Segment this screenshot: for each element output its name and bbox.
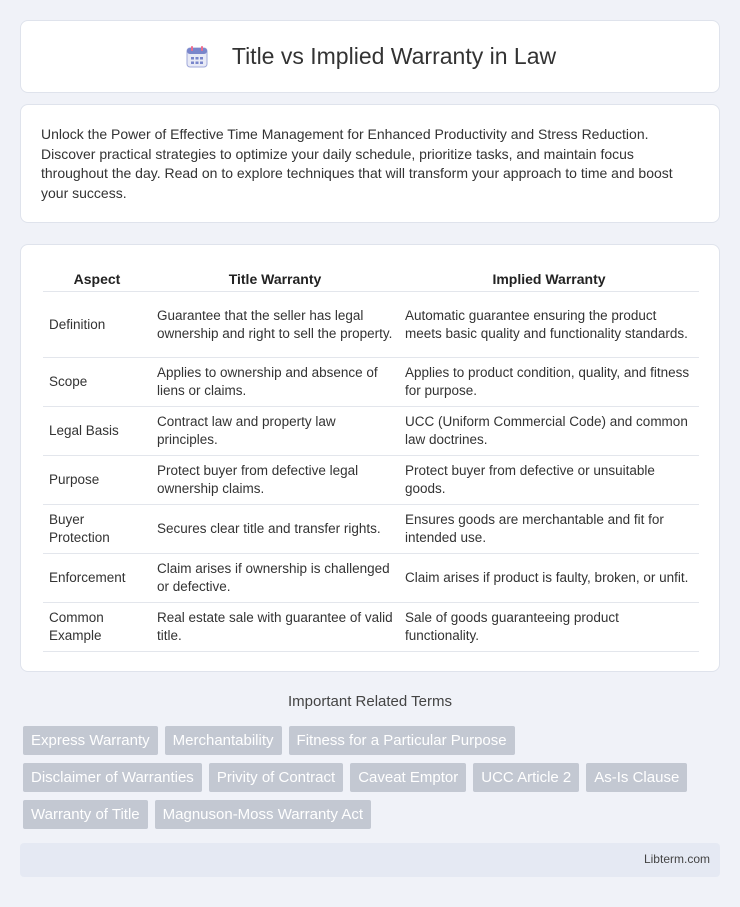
table-row: [43, 358, 699, 407]
table-cell: Ensures goods are merchantable and fit for intended use.: [399, 505, 699, 554]
table-cell: Buyer Protection: [43, 505, 151, 554]
table-cell: Enforcement: [43, 554, 151, 603]
table-cell: Real estate sale with guarantee of valid title.: [151, 603, 399, 652]
related-term-tag[interactable]: UCC Article 2: [473, 763, 579, 792]
table-row: [43, 407, 699, 456]
table-row: [43, 456, 699, 505]
table-cell: Common Example: [43, 603, 151, 652]
related-term-tag[interactable]: Magnuson-Moss Warranty Act: [155, 800, 371, 829]
related-term-tag[interactable]: As-Is Clause: [586, 763, 687, 792]
table-row: [43, 554, 699, 603]
table-cell: Legal Basis: [43, 407, 151, 456]
table-cell: Automatic guarantee ensuring the product meets basic quality and functionality standards.: [399, 292, 699, 358]
table-cell: Claim arises if ownership is challenged or defective.: [151, 554, 399, 603]
table-cell: Secures clear title and transfer rights.: [151, 505, 399, 554]
table-cell: Protect buyer from defective or unsuitable goods.: [399, 456, 699, 505]
comparison-table: [43, 265, 699, 652]
footer: [20, 843, 720, 877]
table-header-row: [43, 265, 699, 292]
table-row: [43, 292, 699, 358]
table-cell: Definition: [43, 292, 151, 358]
intro-text: Unlock the Power of Effective Time Management for Enhanced Productivity and Stress Reduction. Discover practical strategies to optimize your daily schedule, prioritize tasks, and maintain focus throughout the day. Read on to explore techniques that will transform your approach to time and boost your success.: [41, 126, 673, 201]
table-row: [43, 603, 699, 652]
related-terms-heading: Important Related Terms: [288, 693, 452, 710]
table-cell: Contract law and property law principles.: [151, 407, 399, 456]
table-cell: Purpose: [43, 456, 151, 505]
related-term-tag[interactable]: Express Warranty: [23, 726, 158, 755]
related-term-tag[interactable]: Disclaimer of Warranties: [23, 763, 202, 792]
title-card: [20, 20, 720, 93]
comparison-table-card: [20, 244, 720, 672]
table-cell: UCC (Uniform Commercial Code) and common law doctrines.: [399, 407, 699, 456]
table-row: [43, 505, 699, 554]
calendar-icon: [184, 44, 210, 70]
table-cell: Claim arises if product is faulty, broken, or unfit.: [399, 554, 699, 603]
page-title: Title vs Implied Warranty in Law: [231, 43, 557, 69]
table-cell: Scope: [43, 358, 151, 407]
table-cell: Applies to ownership and absence of liens or claims.: [151, 358, 399, 407]
related-term-tag[interactable]: Privity of Contract: [209, 763, 343, 792]
related-term-tag[interactable]: Fitness for a Particular Purpose: [289, 726, 515, 755]
table-cell: Applies to product condition, quality, and fitness for purpose.: [399, 358, 699, 407]
related-term-tag[interactable]: Merchantability: [165, 726, 282, 755]
footer-site-link[interactable]: Libterm.com: [643, 852, 710, 866]
table-cell: Sale of goods guaranteeing product functionality.: [399, 603, 699, 652]
table-cell: Protect buyer from defective legal ownership claims.: [151, 456, 399, 505]
related-term-tag[interactable]: Warranty of Title: [23, 800, 148, 829]
column-header-title-warranty: Title Warranty: [151, 265, 399, 292]
intro-card: [20, 104, 720, 223]
table-cell: Guarantee that the seller has legal ownership and right to sell the property.: [151, 292, 399, 358]
column-header-implied-warranty: Implied Warranty: [399, 265, 699, 292]
related-terms-list: [23, 726, 723, 837]
related-term-tag[interactable]: Caveat Emptor: [350, 763, 466, 792]
column-header-aspect: Aspect: [43, 265, 151, 292]
